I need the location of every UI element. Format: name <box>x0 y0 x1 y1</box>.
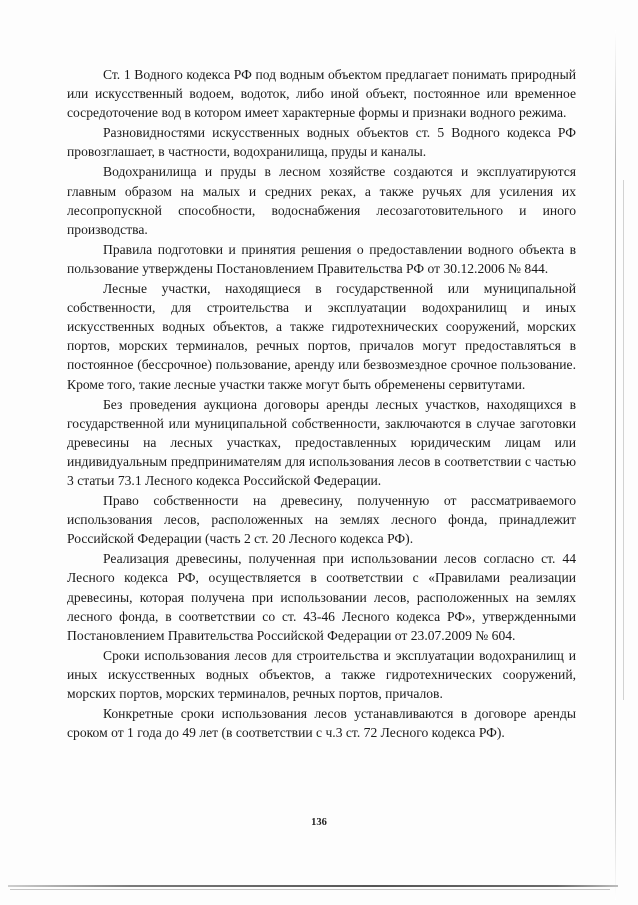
paragraph: Лесные участки, находящиеся в государственной или муниципальной собственности, для строительства и эксплуатации водохранилищ и иных искусственных водных объектов, а также гидротехнических сооружений, морских портов, морских терминалов, речных портов, причалов могут предоставляться в постоянное (бессрочное) пользование, аренду или безвозмездное срочное пользование. Кроме того, такие лесные участки также могут быть обременены сервитутами. <box>67 281 576 392</box>
scan-edge-line <box>623 180 624 700</box>
paragraph: Конкретные сроки использования лесов устанавливаются в договоре аренды сроком от 1 года до 49 лет (в соответствии с ч.3 ст. 72 Лесного кодекса РФ). <box>67 706 576 741</box>
body-text <box>67 65 576 743</box>
paragraph: Водохранилища и пруды в лесном хозяйстве создаются и эксплуатируются главным образом на малых и средних реках, а также ручьях для усиления их лесопропускной способности, водоснабжения лесозаготовительного и иного производства. <box>67 164 576 237</box>
paragraph: Реализация древесины, полученная при использовании лесов согласно ст. 44 Лесного кодекса РФ, осуществляется в соответствии с «Правилами реализации древесины, которая получена при использовании лесов, расположенных на землях лесного фонда, в соответствии со ст. 43-46 Лесного кодекса РФ», утвержденными Постановлением Правительства Российской Федерации от 23.07.2009 № 604. <box>67 551 576 643</box>
scan-bottom-edge <box>8 885 618 887</box>
scan-bottom-edge <box>10 889 610 890</box>
paragraph: Сроки использования лесов для строительства и эксплуатации водохранилищ и иных искусственных водных объектов, а также гидротехнических сооружений, морских портов, морских терминалов, речных портов, причалов. <box>67 647 576 701</box>
paragraph: Ст. 1 Водного кодекса РФ под водным объектом предлагает понимать природный или искусственный водоем, водоток, либо иной объект, постоянное или временное сосредоточение вод в котором имеет характерные формы и признаки водного режима. <box>67 67 576 121</box>
scan-edge-line <box>615 30 616 900</box>
paragraph: Правила подготовки и принятия решения о предоставлении водного объекта в пользование утверждены Постановлением Правительства РФ от 30.12.2006 № 844. <box>67 241 576 276</box>
page-number: 136 <box>311 817 327 828</box>
paragraph: Разновидностями искусственных водных объектов ст. 5 Водного кодекса РФ провозглашает, в частности, водохранилища, пруды и каналы. <box>67 125 576 160</box>
paragraph: Право собственности на древесину, полученную от рассматриваемого использования лесов, расположенных на землях лесного фонда, принадлежит Российской Федерации (часть 2 ст. 20 Лесного кодекса РФ). <box>67 493 576 547</box>
paragraph: Без проведения аукциона договоры аренды лесных участков, находящихся в государственной или муниципальной собственности, заключаются в случае заготовки древесины на лесных участках, предоставленных юридическим лицам или индивидуальным предпринимателям для использования лесов в соответствии с частью 3 статьи 73.1 Лесного кодекса Российской Федерации. <box>67 396 576 488</box>
